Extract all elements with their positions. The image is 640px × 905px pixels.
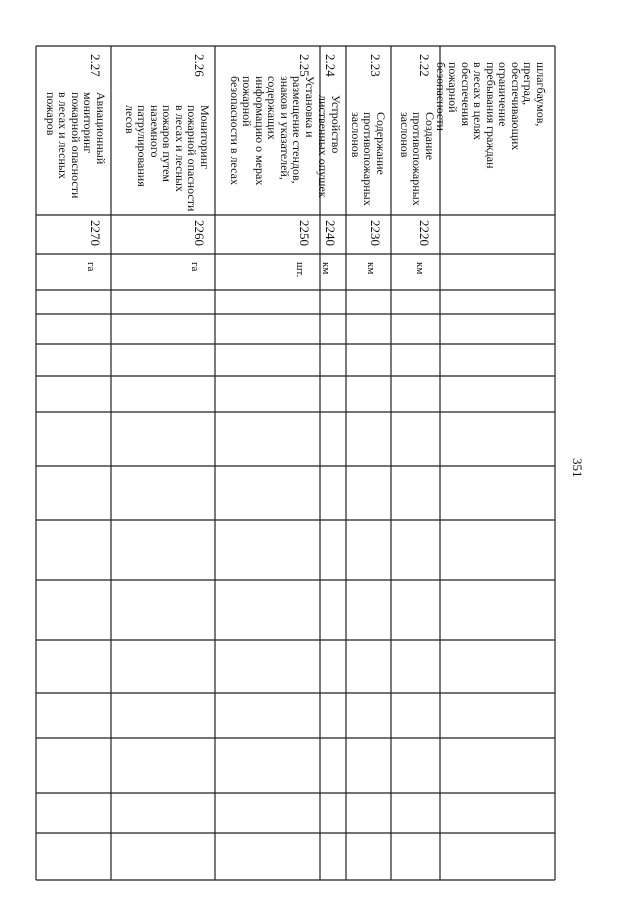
cell-line: знаков и указателей, xyxy=(278,76,292,180)
cell-line: пожаров xyxy=(44,92,58,136)
cell-line: в лесах и лесных xyxy=(56,92,71,179)
cell-line: Мониторинг xyxy=(198,105,212,170)
cell-line: пожарной xyxy=(240,76,255,127)
row-number: 2.27 xyxy=(88,54,103,77)
cell-line: шлагбаумов, xyxy=(534,62,548,127)
row-unit: км xyxy=(414,262,426,275)
row-unit: км xyxy=(320,262,332,275)
row-name xyxy=(317,95,342,198)
cell-line: противопожарных xyxy=(410,112,425,206)
cell-line: размещение стендов, xyxy=(290,76,305,184)
cell-line: заслонов xyxy=(398,112,412,158)
row-number: 2.24 xyxy=(323,54,338,77)
cell-line: содержащих xyxy=(265,76,280,140)
cell-line: лиственных опушек xyxy=(316,95,331,198)
row-code: 2220 xyxy=(417,220,432,246)
cell-line: Содержание xyxy=(374,112,388,175)
cell-line: пожарной опасности xyxy=(69,92,83,199)
cell-line: пожарной опасности xyxy=(185,105,200,212)
row-number: 2.23 xyxy=(368,54,383,77)
row-name xyxy=(399,112,437,206)
row-name xyxy=(229,76,317,185)
row-unit: шт. xyxy=(294,262,306,278)
cell-line: заслонов xyxy=(349,112,363,158)
cell-line: безопасности в лесах xyxy=(228,76,242,185)
cell-line: в лесах и лесных xyxy=(173,105,187,192)
row-code: 2230 xyxy=(368,220,383,246)
cell-line: мониторинг xyxy=(81,92,96,154)
row-number: 2.22 xyxy=(417,54,432,77)
row-code: 2260 xyxy=(192,220,207,246)
row-number: 2.25 xyxy=(297,54,312,77)
cell-line: информацию о мерах xyxy=(253,76,267,186)
row-code: 2250 xyxy=(297,220,312,246)
cell-line: безопасности xyxy=(434,62,448,131)
cell-line: пребывания граждан xyxy=(484,62,498,169)
cell-line: наземного xyxy=(148,105,162,158)
row-unit: га xyxy=(189,262,201,272)
cell-line: противопожарных xyxy=(361,112,376,206)
cell-line: обеспечения xyxy=(459,62,473,127)
page-number: 351 xyxy=(570,458,585,478)
cell-line: обеспечивающих xyxy=(509,62,523,151)
cell-line: патрулирования xyxy=(135,105,150,187)
row-code: 2240 xyxy=(323,220,338,246)
cell-line: Создание xyxy=(423,112,437,161)
row-unit: га xyxy=(85,262,97,272)
continued-row-text xyxy=(435,62,548,169)
cell-line: лесов xyxy=(123,105,137,134)
row-name xyxy=(350,112,388,206)
cell-line: пожарной xyxy=(446,62,461,113)
cell-line: Установка и xyxy=(303,76,317,138)
cell-line: Авиационный xyxy=(94,92,108,165)
row-number: 2.26 xyxy=(192,54,207,77)
cell-line: Устройство xyxy=(329,95,343,154)
cell-line: преград, xyxy=(521,62,536,106)
cell-line: в лесах в целях xyxy=(471,62,486,140)
row-code: 2270 xyxy=(88,220,103,246)
row-name xyxy=(45,92,108,198)
cell-line: пожаров путем xyxy=(160,105,175,182)
row-unit: км xyxy=(365,262,377,275)
cell-line: ограничение xyxy=(496,62,511,127)
row-name xyxy=(124,105,212,211)
